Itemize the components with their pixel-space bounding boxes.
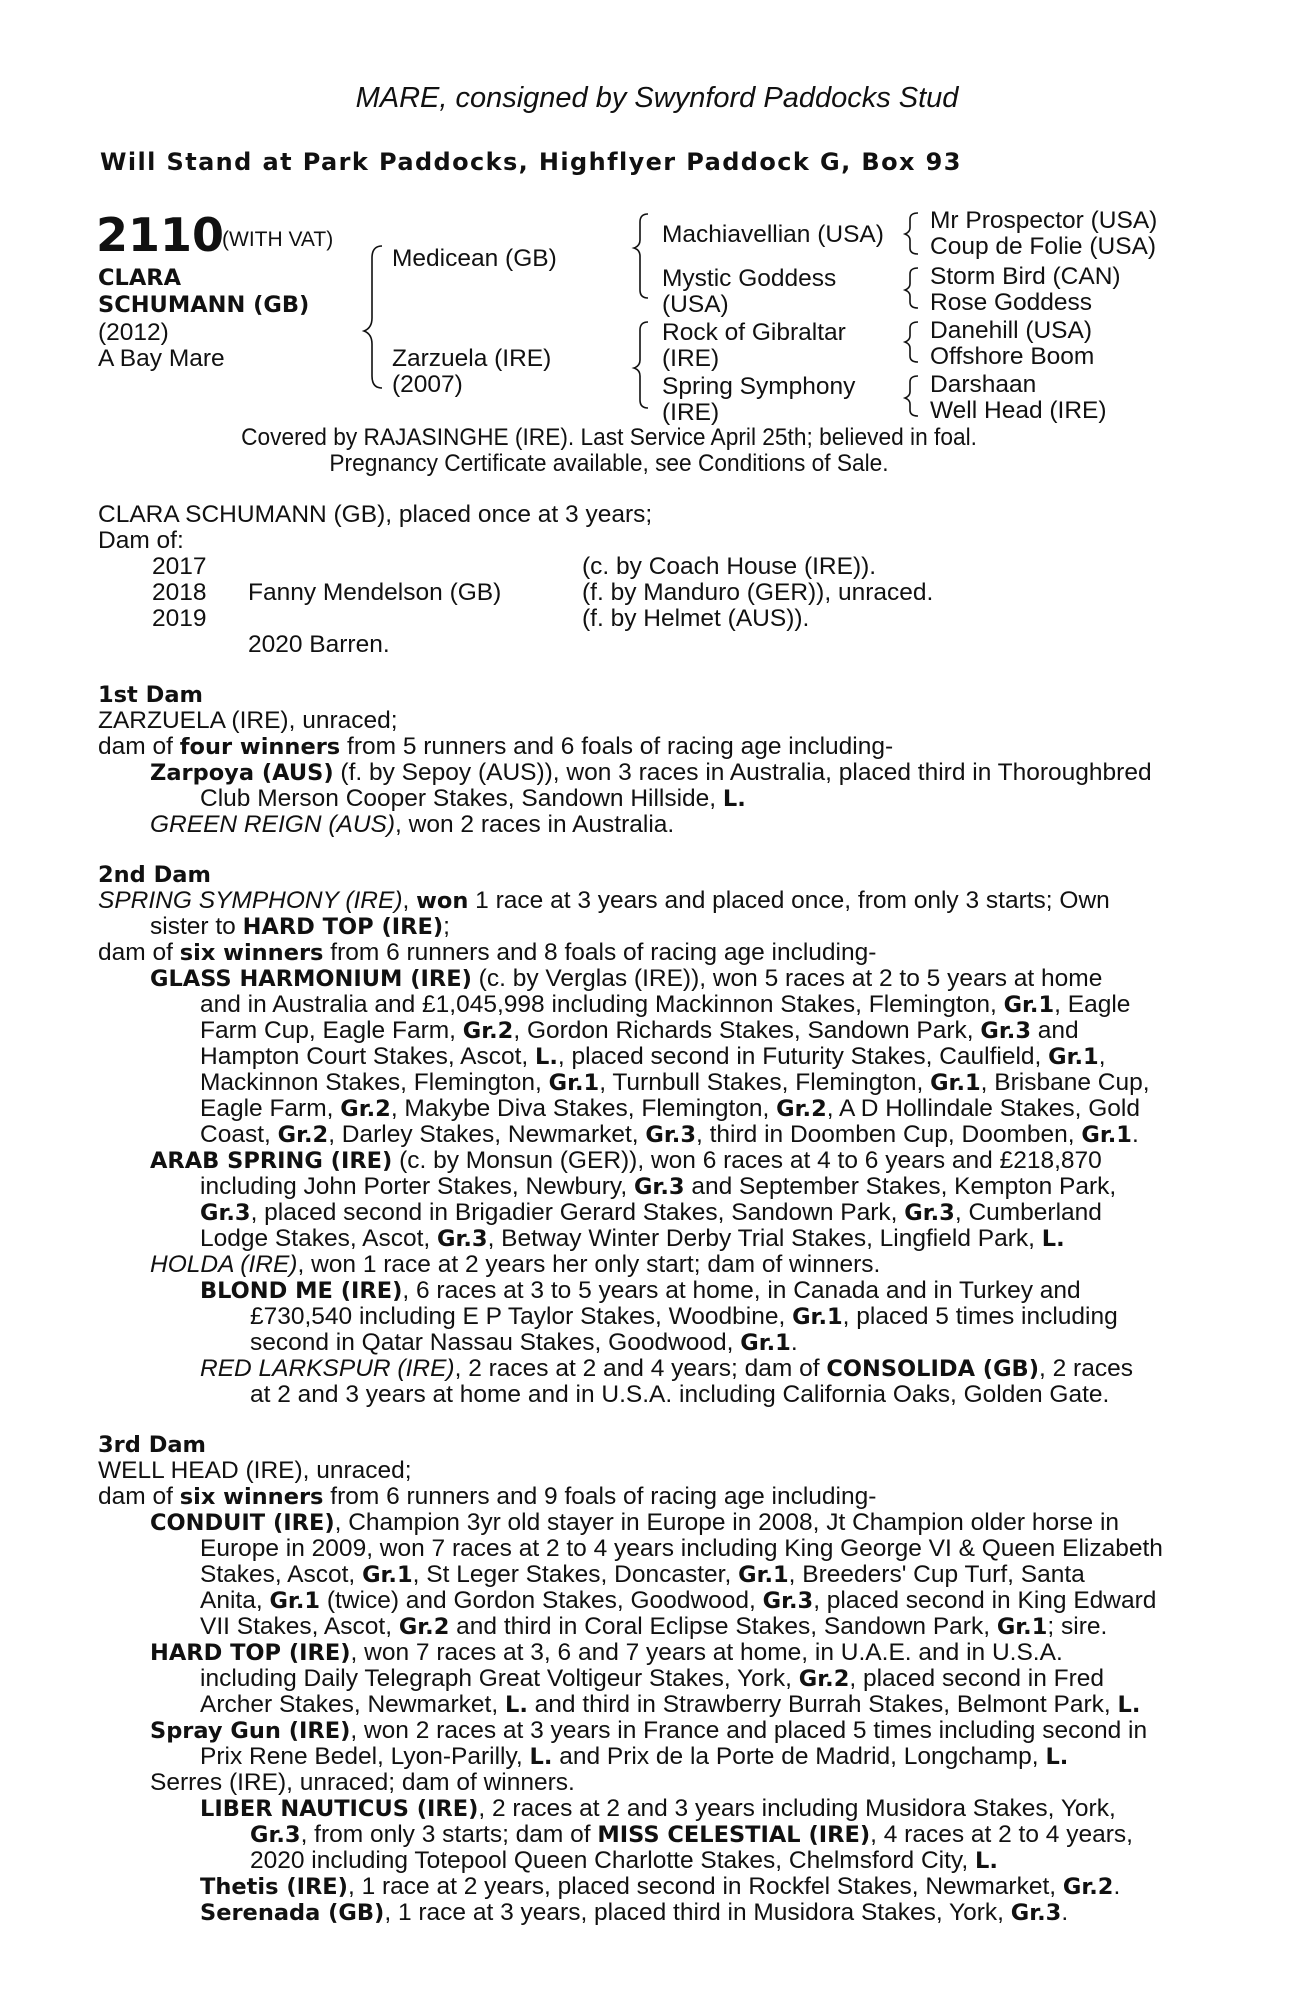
second-dam-line2: sister to HARD TOP (IRE); — [150, 913, 450, 940]
dam-of-label: Dam of: — [98, 527, 184, 554]
liber-nauticus-line: LIBER NAUTICUS (IRE), 2 races at 2 and 3 years including Musidora Stakes, York, — [200, 1795, 1116, 1822]
covered-line2: Pregnancy Certificate available, see Conditions of Sale. — [329, 450, 889, 477]
sire-dam-line2: (USA) — [662, 291, 729, 318]
arab-spring-line: including John Porter Stakes, Newbury, Gr.3 and September Stakes, Kempton Park, — [200, 1173, 1117, 1200]
dam-sire-line1: Rock of Gibraltar — [662, 319, 846, 346]
thetis-line: Thetis (IRE), 1 race at 2 years, placed second in Rockfel Stakes, Newmarket, Gr.2. — [200, 1873, 1121, 1900]
blond-me-line: BLOND ME (IRE), 6 races at 3 to 5 years at home, in Canada and in Turkey and — [200, 1277, 1081, 1304]
catalogue-title: MARE, consigned by Swynford Paddocks Stud — [355, 82, 959, 114]
liber-nauticus-line: 2020 including Totepool Queen Charlotte Stakes, Chelmsford City, L. — [250, 1847, 998, 1874]
horse-description: A Bay Mare — [98, 345, 225, 372]
sire-sire: Machiavellian (USA) — [662, 221, 884, 248]
horse-name-line2: SCHUMANN (GB) — [98, 292, 310, 318]
produce-year: 2018 — [152, 579, 207, 606]
ped-sds: Storm Bird (CAN) — [930, 263, 1121, 290]
glass-harmonium-line: Mackinnon Stakes, Flemington, Gr.1, Turnbull Stakes, Flemington, Gr.1, Brisbane Cup, — [200, 1069, 1150, 1096]
mare-intro: CLARA SCHUMANN (GB), placed once at 3 years; — [98, 501, 653, 528]
spray-gun-line: Prix Rene Bedel, Lyon-Parilly, L. and Prix de la Porte de Madrid, Longchamp, L. — [200, 1743, 1069, 1770]
ped-dsd: Offshore Boom — [930, 343, 1095, 370]
conduit-line: VII Stakes, Ascot, Gr.2 and third in Coral Eclipse Stakes, Sandown Park, Gr.1; sire. — [200, 1613, 1108, 1640]
conduit-line: Europe in 2009, won 7 races at 2 to 4 years including King George VI & Queen Elizabeth — [200, 1535, 1163, 1562]
first-dam-heading: 1st Dam — [98, 682, 203, 708]
produce-detail: (f. by Helmet (AUS)). — [582, 605, 810, 632]
second-dam-line1: SPRING SYMPHONY (IRE), won 1 race at 3 years and placed once, from only 3 starts; Own — [98, 887, 1110, 914]
blond-me-line: second in Qatar Nassau Stakes, Goodwood, Gr.1. — [250, 1329, 798, 1356]
conduit-line: CONDUIT (IRE), Champion 3yr old stayer in Europe in 2008, Jt Champion older horse in — [150, 1509, 1120, 1536]
glass-harmonium-line: Coast, Gr.2, Darley Stakes, Newmarket, Gr.3, third in Doomben Cup, Doomben, Gr.1. — [200, 1121, 1139, 1148]
produce-name: Fanny Mendelson (GB) — [248, 579, 502, 606]
green-reign: GREEN REIGN (AUS), won 2 races in Australia. — [150, 811, 675, 838]
third-dam-heading: 3rd Dam — [98, 1432, 206, 1458]
arab-spring-line: Lodge Stakes, Ascot, Gr.3, Betway Winter Derby Trial Stakes, Lingfield Park, L. — [200, 1225, 1065, 1252]
produce-year: 2017 — [152, 553, 207, 580]
serenada-line: Serenada (GB), 1 race at 3 years, placed third in Musidora Stakes, York, Gr.3. — [200, 1899, 1069, 1926]
serres-line: Serres (IRE), unraced; dam of winners. — [150, 1769, 575, 1796]
second-dam-heading: 2nd Dam — [98, 862, 211, 888]
ped-sss: Mr Prospector (USA) — [930, 207, 1158, 234]
red-larkspur-line: RED LARKSPUR (IRE), 2 races at 2 and 4 years; dam of CONSOLIDA (GB), 2 races — [200, 1355, 1133, 1382]
glass-harmonium-line: Farm Cup, Eagle Farm, Gr.2, Gordon Richards Stakes, Sandown Park, Gr.3 and — [200, 1017, 1079, 1044]
ped-dds: Darshaan — [930, 371, 1037, 398]
hard-top-line: HARD TOP (IRE), won 7 races at 3, 6 and 7 years at home, in U.A.E. and in U.S.A. — [150, 1639, 1063, 1666]
zarpoya-line2: Club Merson Cooper Stakes, Sandown Hillside, L. — [200, 785, 746, 812]
arab-spring-line: ARAB SPRING (IRE) (c. by Monsun (GER)), won 6 races at 4 to 6 years and £218,870 — [150, 1147, 1102, 1174]
third-dam-line2: dam of six winners from 6 runners and 9 foals of racing age including- — [98, 1483, 877, 1510]
dam-sire-line2: (IRE) — [662, 345, 720, 372]
liber-nauticus-line: Gr.3, from only 3 starts; dam of MISS CELESTIAL (IRE), 4 races at 2 to 4 years, — [250, 1821, 1133, 1848]
ped-ssd: Coup de Folie (USA) — [930, 233, 1157, 260]
sire-dam-line1: Mystic Goddess — [662, 265, 837, 292]
ped-ddd: Well Head (IRE) — [930, 397, 1107, 424]
holda-line: HOLDA (IRE), won 1 race at 2 years her only start; dam of winners. — [150, 1251, 881, 1278]
produce-year: 2019 — [152, 605, 207, 632]
hard-top-line: Archer Stakes, Newmarket, L. and third in Strawberry Burrah Stakes, Belmont Park, L. — [200, 1691, 1141, 1718]
glass-harmonium-line: Hampton Court Stakes, Ascot, L., placed second in Futurity Stakes, Caulfield, Gr.1, — [200, 1043, 1106, 1070]
ped-sdd: Rose Goddess — [930, 289, 1093, 316]
stand-location: Will Stand at Park Paddocks, Highflyer Paddock G, Box 93 — [100, 148, 962, 176]
dam-dam-line1: Spring Symphony — [662, 373, 856, 400]
barren-note: 2020 Barren. — [248, 631, 390, 658]
produce-detail: (f. by Manduro (GER)), unraced. — [582, 579, 934, 606]
conduit-line: Anita, Gr.1 (twice) and Gordon Stakes, Goodwood, Gr.3, placed second in King Edward — [200, 1587, 1157, 1614]
dam-dam-line2: (IRE) — [662, 399, 720, 426]
first-dam-line2: dam of four winners from 5 runners and 6 foals of racing age including- — [98, 733, 894, 760]
vat-note: (WITH VAT) — [222, 228, 334, 251]
blond-me-line: £730,540 including E P Taylor Stakes, Woodbine, Gr.1, placed 5 times including — [250, 1303, 1118, 1330]
glass-harmonium-line: Eagle Farm, Gr.2, Makybe Diva Stakes, Flemington, Gr.2, A D Hollindale Stakes, Gold — [200, 1095, 1140, 1122]
dam-line2: (2007) — [392, 371, 463, 398]
horse-name-line1: CLARA — [98, 265, 182, 291]
second-dam-line3: dam of six winners from 6 runners and 8 foals of racing age including- — [98, 939, 877, 966]
zarpoya-line1: Zarpoya (AUS) (f. by Sepoy (AUS)), won 3 races in Australia, placed third in Thoroughbred — [150, 759, 1152, 786]
first-dam-line1: ZARZUELA (IRE), unraced; — [98, 707, 398, 734]
dam-line1: Zarzuela (IRE) — [392, 345, 552, 372]
glass-harmonium-line: GLASS HARMONIUM (IRE) (c. by Verglas (IRE)), won 5 races at 2 to 5 years at home — [150, 965, 1103, 992]
sire: Medicean (GB) — [392, 245, 557, 272]
ped-dss: Danehill (USA) — [930, 317, 1093, 344]
conduit-line: Stakes, Ascot, Gr.1, St Leger Stakes, Doncaster, Gr.1, Breeders' Cup Turf, Santa — [200, 1561, 1085, 1588]
glass-harmonium-line: and in Australia and £1,045,998 including Mackinnon Stakes, Flemington, Gr.1, Eagle — [200, 991, 1131, 1018]
arab-spring-line: Gr.3, placed second in Brigadier Gerard Stakes, Sandown Park, Gr.3, Cumberland — [200, 1199, 1102, 1226]
lot-number: 2110 — [96, 208, 225, 262]
produce-detail: (c. by Coach House (IRE)). — [582, 553, 877, 580]
covered-line1: Covered by RAJASINGHE (IRE). Last Service April 25th; believed in foal. — [241, 424, 977, 451]
third-dam-line1: WELL HEAD (IRE), unraced; — [98, 1457, 412, 1484]
hard-top-line: including Daily Telegraph Great Voltigeur Stakes, York, Gr.2, placed second in Fred — [200, 1665, 1105, 1692]
spray-gun-line: Spray Gun (IRE), won 2 races at 3 years in France and placed 5 times including second in — [150, 1717, 1148, 1744]
red-larkspur-line2: at 2 and 3 years at home and in U.S.A. including California Oaks, Golden Gate. — [250, 1381, 1110, 1408]
foaling-year: (2012) — [98, 319, 169, 346]
